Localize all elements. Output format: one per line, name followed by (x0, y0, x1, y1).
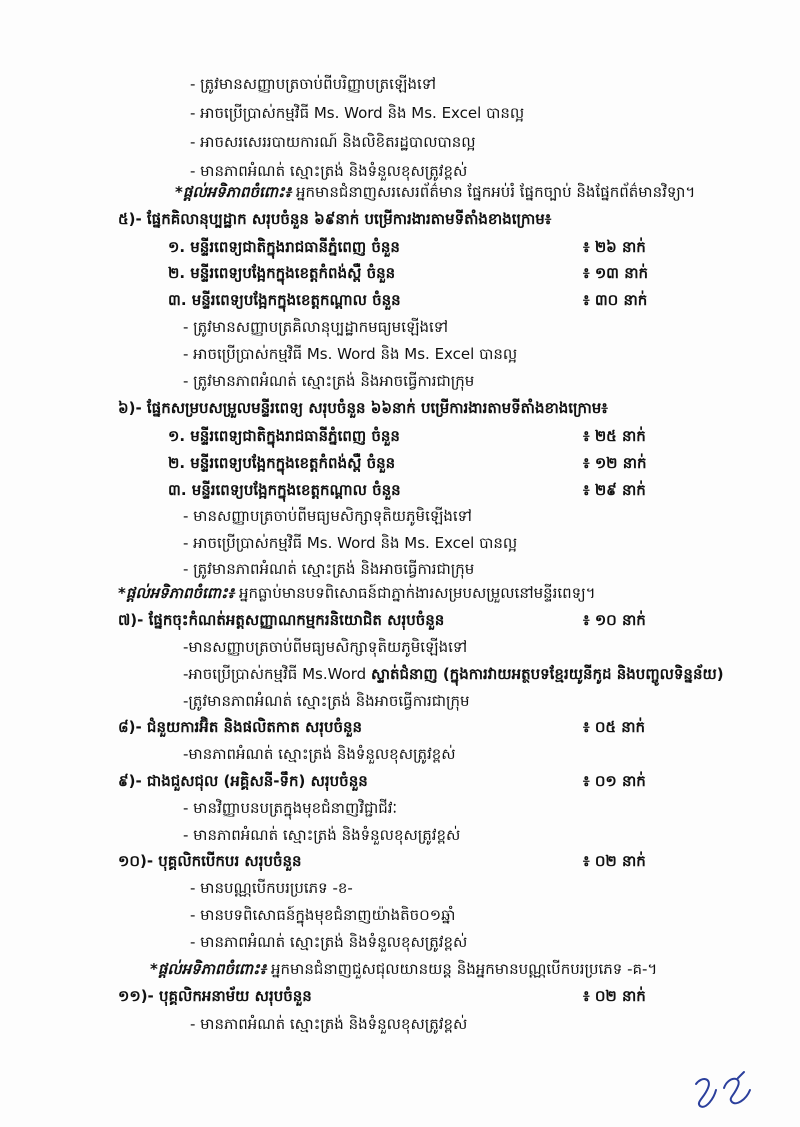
location-count: ៖ ១៣ នាក់ (583, 264, 649, 282)
requirement-bullet: - ត្រូវមានភាពអំណត់ ស្មោះត្រង់ និងអាចធ្វើការជាក្រុម (183, 372, 475, 390)
requirement-bullet: -មានសញ្ញាបត្រចាប់ពីមធ្យមសិក្សាទុតិយភូមិឡើងទៅ (183, 638, 468, 656)
section-heading: ១១)- បុគ្គលិកអនាម័យ សរុបចំនួន (118, 987, 312, 1005)
location-label: ៣. មន្ទីរពេទ្យបង្អែកក្នុងខេត្តកណ្តាល ចំនួន (168, 291, 401, 309)
intro-bullet: - មានភាពអំណត់ ស្មោះត្រង់ និងទំនួលខុសត្រូវខ្ពស់ (190, 162, 468, 180)
requirement-bullet: -មានភាពអំណត់ ស្មោះត្រង់ និងទំនួលខុសត្រូវខ្ពស់ (183, 745, 456, 763)
priority-label: *ផ្តល់អទិភាពចំពោះ៖ (118, 584, 235, 602)
priority-label: *ផ្តល់អទិភាពចំពោះ៖ (175, 183, 292, 201)
priority-label: *ផ្តល់អទិភាពចំពោះ៖ (150, 960, 267, 978)
skill-emphasis: ស្ទាត់ជំនាញ (ក្នុងការវាយអត្ថបទខ្មែរយូនីកូដ និងបញ្ចូលទិន្នន័យ) (370, 665, 724, 683)
location-count: ៖ ៣០ នាក់ (583, 291, 648, 309)
signature-initials (688, 1068, 768, 1112)
skill-prefix: -អាចប្រើប្រាស់កម្មវិធី Ms.Word (183, 665, 371, 683)
location-count: ៖ ២៩ នាក់ (583, 481, 646, 499)
section-heading: ៥)- ផ្នែកគិលានុប្បដ្ឋាក សរុបចំនួន ៦៩នាក់ បម្រើការងារតាមទីតាំងខាងក្រោម៖ (118, 210, 552, 228)
location-label: ៣. មន្ទីរពេទ្យបង្អែកក្នុងខេត្តកណ្តាល ចំនួន (168, 481, 401, 499)
requirement-bullet: - មានសញ្ញាបត្រចាប់ពីមធ្យមសិក្សាទុតិយភូមិឡើងទៅ (183, 507, 472, 525)
requirement-bullet: - ត្រូវមានសញ្ញាបត្រគិលានុប្បដ្ឋាកមធ្យមឡើងទៅ (183, 318, 449, 336)
section-heading: ៨)- ជំនួយការអ៊ិត និងផលិតកាត សរុបចំនួន (118, 718, 363, 736)
location-count: ៖ ១២ នាក់ (583, 454, 647, 472)
requirement-bullet: - មានវិញ្ញាបនបត្រក្នុងមុខជំនាញវិជ្ជាជីវៈ (183, 799, 398, 817)
section-count: ៖ ១០ នាក់ (583, 611, 646, 629)
requirement-bullet: - មានភាពអំណត់ ស្មោះត្រង់ និងទំនួលខុសត្រូវខ្ពស់ (183, 826, 461, 844)
section-heading: ១០)- បុគ្គលិកបើកបរ សរុបចំនួន (118, 852, 302, 870)
section-heading: ៩)- ជាងជួសជុល (អគ្គិសនី-ទឹក) សរុបចំនួន (118, 772, 368, 790)
location-label: ១. មន្ទីរពេទ្យជាតិក្នុងរាជធានីភ្នំពេញ ចំនួន (168, 427, 400, 445)
priority-note (150, 958, 657, 980)
requirement-bullet: - អាចប្រើប្រាស់កម្មវិធី Ms. Word និង Ms. Excel បានល្អ (183, 534, 518, 552)
priority-note (118, 582, 596, 604)
location-count: ៖ ២៥ នាក់ (583, 427, 646, 445)
requirement-bullet: - ត្រូវមានភាពអំណត់ ស្មោះត្រង់ និងអាចធ្វើការជាក្រុម (183, 560, 475, 578)
location-label: ១. មន្ទីរពេទ្យជាតិក្នុងរាជធានីភ្នំពេញ ចំនួន (168, 238, 400, 256)
intro-bullet: - ត្រូវមានសញ្ញាបត្រចាប់ពីបរិញ្ញាបត្រឡើងទៅ (190, 75, 437, 93)
location-label: ២. មន្ទីរពេទ្យបង្អែកក្នុងខេត្តកំពង់ស្ពឺ ចំនួន (168, 264, 396, 282)
priority-text: អ្នកមានជំនាញសរសេរព័ត៌មាន ផ្នែកអប់រំ ផ្នែកច្បាប់ និងផ្នែកព័ត៌មានវិទ្យា។ (291, 183, 696, 201)
section-count: ៖ ០១ នាក់ (583, 772, 646, 790)
location-count: ៖ ២៦ នាក់ (583, 238, 646, 256)
requirement-bullet: - មានបណ្ណបើកបរប្រភេទ -ខ- (190, 879, 353, 897)
priority-text: អ្នកមានជំនាញជួសជុលយានយន្ត និងអ្នកមានបណ្ណបើកបរប្រភេទ -គ-។ (266, 960, 658, 978)
requirement-bullet: - មានភាពអំណត់ ស្មោះត្រង់ និងទំនួលខុសត្រូវខ្ពស់ (190, 933, 468, 951)
requirement-bullet: - មានបទពិសោធន៍ក្នុងមុខជំនាញយ៉ាងតិច០១ឆ្នាំ (190, 906, 456, 924)
requirement-bullet: - អាចប្រើប្រាស់កម្មវិធី Ms. Word និង Ms. Excel បានល្អ (183, 345, 518, 363)
requirement-bullet (183, 663, 724, 685)
requirement-bullet: -ត្រូវមានភាពអំណត់ ស្មោះត្រង់ និងអាចធ្វើការជាក្រុម (183, 692, 470, 710)
section-heading: ៦)- ផ្នែកសម្របសម្រួលមន្ទីរពេទ្យ សរុបចំនួន ៦៦នាក់ បម្រើការងារតាមទីតាំងខាងក្រោម៖ (118, 399, 608, 417)
priority-text: អ្នកធ្លាប់មានបទពិសោធន៍ជាភ្នាក់ងារសម្របសម្រួលនៅមន្ទីរពេទ្យ។ (234, 584, 596, 602)
priority-note (175, 181, 695, 203)
intro-bullet: - អាចប្រើប្រាស់កម្មវិធី Ms. Word និង Ms. Excel បានល្អ (190, 104, 525, 122)
section-heading: ៧)- ផ្នែកចុះកំណត់អត្តសញ្ញាណកម្មករនិយោជិត សរុបចំនួន (118, 611, 445, 629)
section-count: ៖ ០២ នាក់ (583, 852, 646, 870)
section-count: ៖ ០៥ នាក់ (583, 718, 646, 736)
intro-bullet: - អាចសរសេររបាយការណ៍ និងលិខិតរដ្ឋបាលបានល្អ (190, 133, 476, 151)
location-label: ២. មន្ទីរពេទ្យបង្អែកក្នុងខេត្តកំពង់ស្ពឺ ចំនួន (168, 454, 396, 472)
requirement-bullet: - មានភាពអំណត់ ស្មោះត្រង់ និងទំនួលខុសត្រូវខ្ពស់ (190, 1015, 468, 1033)
section-count: ៖ ០២ នាក់ (583, 987, 646, 1005)
